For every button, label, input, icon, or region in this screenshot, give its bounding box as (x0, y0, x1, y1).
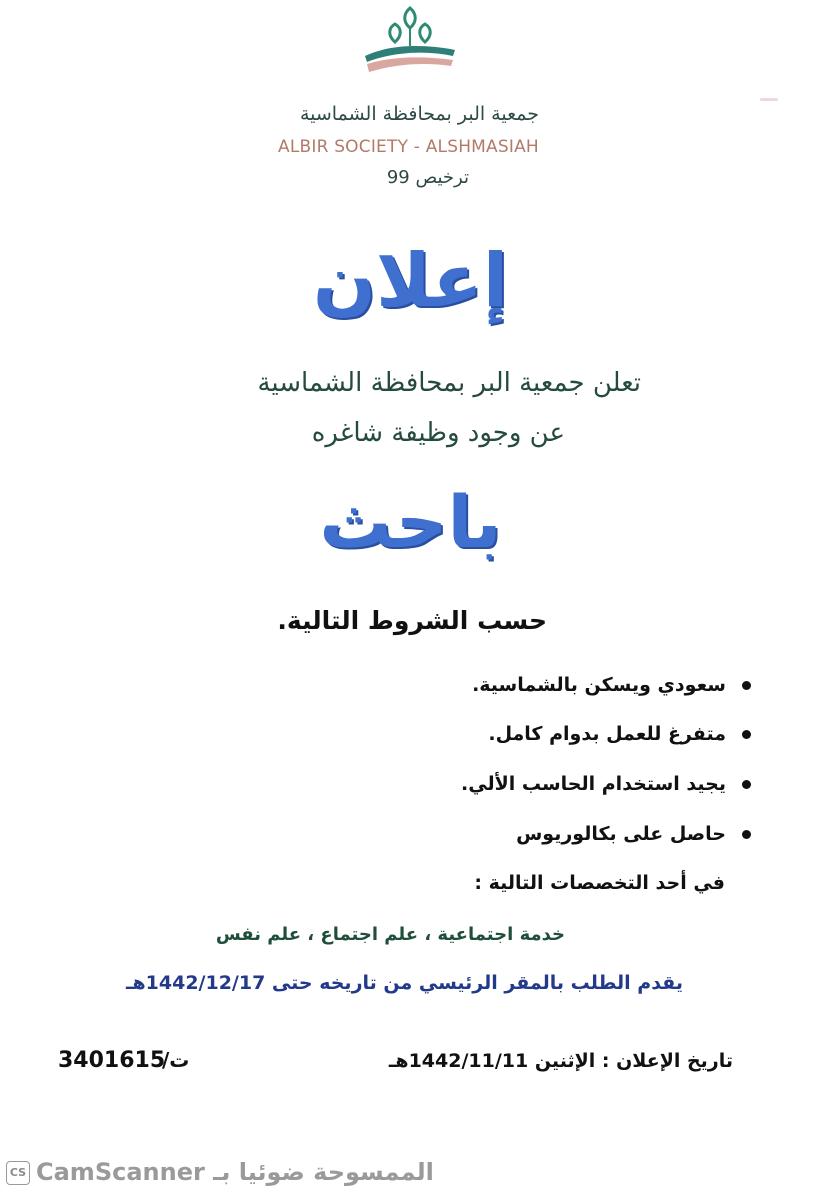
camscanner-watermark: الممسوحة ضوئيا بـ CamScanner (36, 1158, 434, 1186)
specializations-list: خدمة اجتماعية ، علم اجتماع ، علم نفس (215, 924, 565, 945)
scan-speck (760, 98, 778, 101)
condition-item (488, 723, 751, 745)
bullet-icon (742, 830, 751, 839)
application-note: يقدم الطلب بالمقر الرئيسي من تاريخه حتى 1442/12/17هـ (126, 972, 683, 994)
license-number: ترخيص 99 (386, 167, 469, 188)
bullet-icon (742, 780, 751, 789)
society-logo-icon (355, 0, 465, 78)
specializations-intro: في أحد التخصصات التالية : (474, 872, 725, 894)
phone-label: ت/ (162, 1048, 190, 1072)
organization-name-english: ALBIR SOCIETY - ALSHMASIAH (278, 137, 539, 157)
bullet-icon (742, 730, 751, 739)
bullet-icon (742, 681, 751, 690)
condition-text: سعودي ويسكن بالشماسية. (472, 674, 726, 696)
condition-text: يجيد استخدام الحاسب الألي. (461, 773, 726, 795)
condition-item (516, 823, 751, 845)
conditions-heading: حسب الشروط التالية. (277, 606, 547, 635)
announcement-title: إعلان (312, 238, 509, 324)
camscanner-badge-icon: CS (6, 1161, 30, 1185)
organization-name-arabic: جمعية البر بمحافظة الشماسية (299, 103, 539, 125)
condition-text: حاصل على بكالوريوس (516, 823, 726, 845)
intro-line-1: تعلن جمعية البر بمحافظة الشماسية (257, 368, 641, 398)
phone-number: 3401615 (58, 1048, 166, 1073)
condition-item (472, 674, 751, 696)
condition-text: متفرغ للعمل بدوام كامل. (488, 723, 726, 745)
intro-line-2: عن وجود وظيفة شاغره (311, 418, 565, 448)
job-title: باحث (319, 480, 502, 564)
announcement-date: تاريخ الإعلان : الإثنين 1442/11/11هـ (388, 1050, 733, 1072)
condition-item (461, 773, 751, 795)
